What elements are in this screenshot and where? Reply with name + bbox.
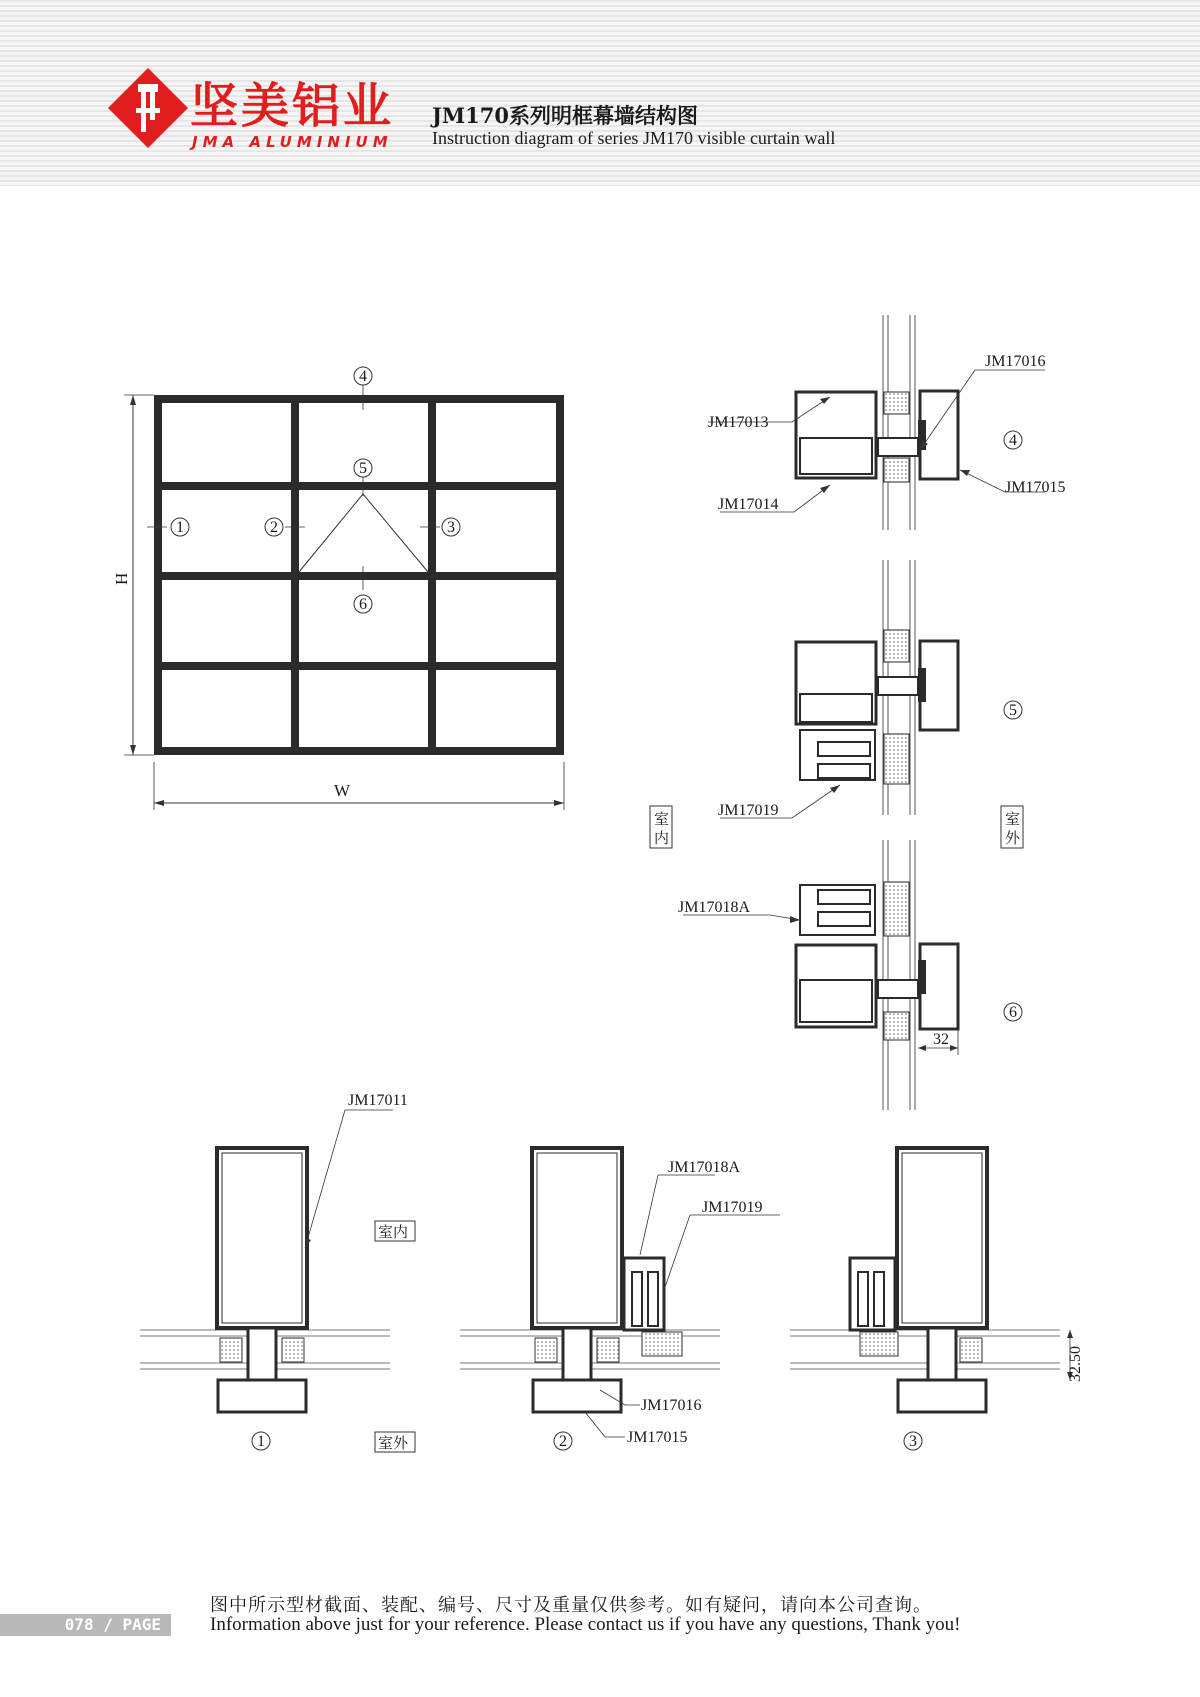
section-marker-6: 6 bbox=[1009, 1004, 1017, 1021]
width-label: W bbox=[334, 781, 351, 800]
section-marker-5: 5 bbox=[1009, 702, 1017, 719]
marker-4: 4 bbox=[359, 368, 367, 385]
hsection-marker-2: 2 bbox=[559, 1433, 567, 1450]
outdoor-label: 室外 bbox=[378, 1434, 409, 1452]
height-label: H bbox=[112, 572, 131, 585]
label-jm17019: JM17019 bbox=[718, 802, 779, 819]
footer-note-en: Information above just for your reference. Please contact us if you have any questions, Thank you! bbox=[210, 1614, 961, 1635]
label-jm17013: JM17013 bbox=[708, 414, 769, 431]
marker-6: 6 bbox=[359, 596, 367, 613]
page-title-cn: JM170系列明框幕墙结构图 bbox=[432, 103, 699, 128]
outdoor-label-vertical-2: 外 bbox=[1005, 829, 1021, 847]
hsection-marker-1: 1 bbox=[257, 1433, 265, 1450]
marker-1: 1 bbox=[176, 519, 184, 536]
footer-note-cn: 图中所示型材截面、装配、编号、尺寸及重量仅供参考。如有疑问，请向本公司查询。 bbox=[210, 1595, 932, 1616]
section-marker-4: 4 bbox=[1009, 432, 1017, 449]
horizontal-section-1 bbox=[140, 1092, 415, 1452]
elevation-view bbox=[112, 367, 564, 810]
hlabel-jm17018a: JM17018A bbox=[668, 1159, 741, 1176]
indoor-label: 室内 bbox=[378, 1223, 409, 1241]
dim-32: 32 bbox=[933, 1031, 949, 1048]
dim-3250: 32.50 bbox=[1067, 1346, 1084, 1382]
hsection-marker-3: 3 bbox=[909, 1433, 917, 1450]
brand-name-cn: 坚美铝业 bbox=[190, 78, 395, 134]
marker-5: 5 bbox=[359, 460, 367, 477]
outdoor-label-vertical-1: 室 bbox=[1005, 810, 1021, 828]
hlabel-jm17015: JM17015 bbox=[627, 1429, 688, 1446]
hlabel-jm17016: JM17016 bbox=[641, 1397, 702, 1414]
section-4 bbox=[796, 391, 958, 482]
marker-2: 2 bbox=[270, 519, 278, 536]
label-jm17018a: JM17018A bbox=[678, 899, 751, 916]
indoor-label-vertical-2: 内 bbox=[654, 829, 670, 847]
page-title-en: Instruction diagram of series JM170 visible curtain wall bbox=[432, 128, 836, 148]
page-number bbox=[0, 1614, 171, 1636]
section-5 bbox=[796, 630, 958, 784]
label-jm17014: JM17014 bbox=[718, 496, 779, 513]
section-6 bbox=[796, 882, 958, 1040]
horizontal-section-2 bbox=[460, 1148, 780, 1450]
marker-3: 3 bbox=[447, 519, 455, 536]
horizontal-section-3 bbox=[790, 1148, 1084, 1450]
vertical-section bbox=[650, 315, 1065, 1110]
hlabel-jm17019: JM17019 bbox=[702, 1199, 763, 1216]
indoor-label-vertical-1: 室 bbox=[654, 810, 670, 828]
label-jm17016: JM17016 bbox=[985, 353, 1046, 370]
label-jm17011: JM17011 bbox=[348, 1092, 408, 1109]
page-number-text: 078 / PAGE bbox=[64, 1615, 161, 1634]
brand-name-en: JMA ALUMINIUM bbox=[192, 133, 393, 151]
label-jm17015: JM17015 bbox=[1005, 479, 1066, 496]
